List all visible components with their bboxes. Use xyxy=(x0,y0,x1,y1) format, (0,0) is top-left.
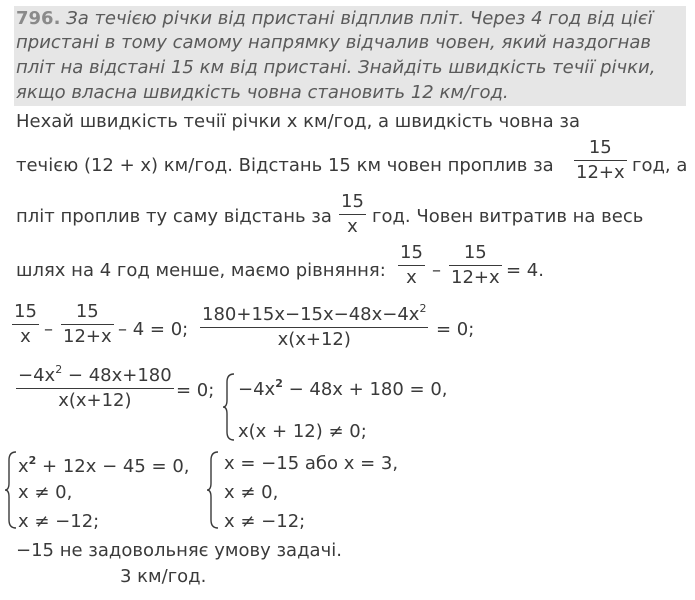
system-brace-1 xyxy=(222,372,236,442)
note-line: −15 не задовольняє умову задачі. xyxy=(16,540,342,561)
fraction-15-over-x: 15 x xyxy=(341,191,364,237)
eq5-minus: – xyxy=(44,319,53,340)
solution-line-2: течією (12 + x) км/год. Відстань 15 км човен проплив за xyxy=(16,155,554,176)
solution-line-2-end: год, а xyxy=(632,155,688,176)
system1-eq2: x(x + 12) ≠ 0; xyxy=(238,421,367,442)
answer-line: 3 км/год. xyxy=(120,566,207,587)
solution-line-3-end: год. Човен витратив на весь xyxy=(372,206,644,227)
eq6-fraction: $-4x^2 - 48x+180$ x(x+12) xyxy=(18,363,172,411)
equals-4: = 4. xyxy=(506,260,544,281)
system-brace-2 xyxy=(4,450,18,530)
problem-line-2: пристані в тому самому напрямку відчалив човен, який наздогнав xyxy=(16,32,652,53)
solution-line-1: Нехай швидкість течії річки x км/год, а швидкість човна за xyxy=(16,111,580,132)
system2-eq2: x ≠ 0, xyxy=(18,482,73,503)
system1-eq1: $-4x^2 - 48x + 180 = 0$, xyxy=(238,377,448,400)
eq5-tail: – 4 = 0; xyxy=(118,319,189,340)
system3-eq1: x = −15 або x = 3, xyxy=(224,453,399,474)
system-brace-3 xyxy=(206,450,220,530)
problem-line-1: 796. За течією річки від пристані відплив пліт. Через 4 год від цієї xyxy=(16,8,653,29)
problem-line-3: пліт на відстані 15 км від пристані. Знайдіть швидкість течії річки, xyxy=(16,57,656,78)
solution-line-3: пліт проплив ту саму відстань за xyxy=(16,206,332,227)
problem-statement xyxy=(14,6,686,106)
eq-fraction-15-over-x: 15 x xyxy=(400,242,423,288)
eq-fraction-15-over-12x: 15 12+x xyxy=(451,242,500,288)
system2-eq3: x ≠ −12; xyxy=(18,511,100,532)
system3-eq2: x ≠ 0, xyxy=(224,482,279,503)
eq5-fraction-15-over-x: 15 x xyxy=(14,301,37,347)
problem-number: 796. xyxy=(16,8,61,29)
fraction-15-over-12x: 15 12+x xyxy=(576,137,625,183)
minus-sign: – xyxy=(432,260,441,281)
eq6-end: = 0; xyxy=(176,380,215,401)
solution-line-4: шлях на 4 год менше, маємо рівняння: xyxy=(16,260,386,281)
system2-eq1: $x^2 + 12x - 45 = 0$, xyxy=(18,454,190,477)
eq5-big-fraction: $180+15x-15x-48x-4x^2$ x(x+12) xyxy=(202,302,427,350)
eq5-fraction-15-over-12x: 15 12+x xyxy=(63,301,112,347)
eq5-end: = 0; xyxy=(436,319,475,340)
problem-line-4: якщо власна швидкість човна становить 12 км/год. xyxy=(16,82,509,103)
system3-eq3: x ≠ −12; xyxy=(224,511,306,532)
